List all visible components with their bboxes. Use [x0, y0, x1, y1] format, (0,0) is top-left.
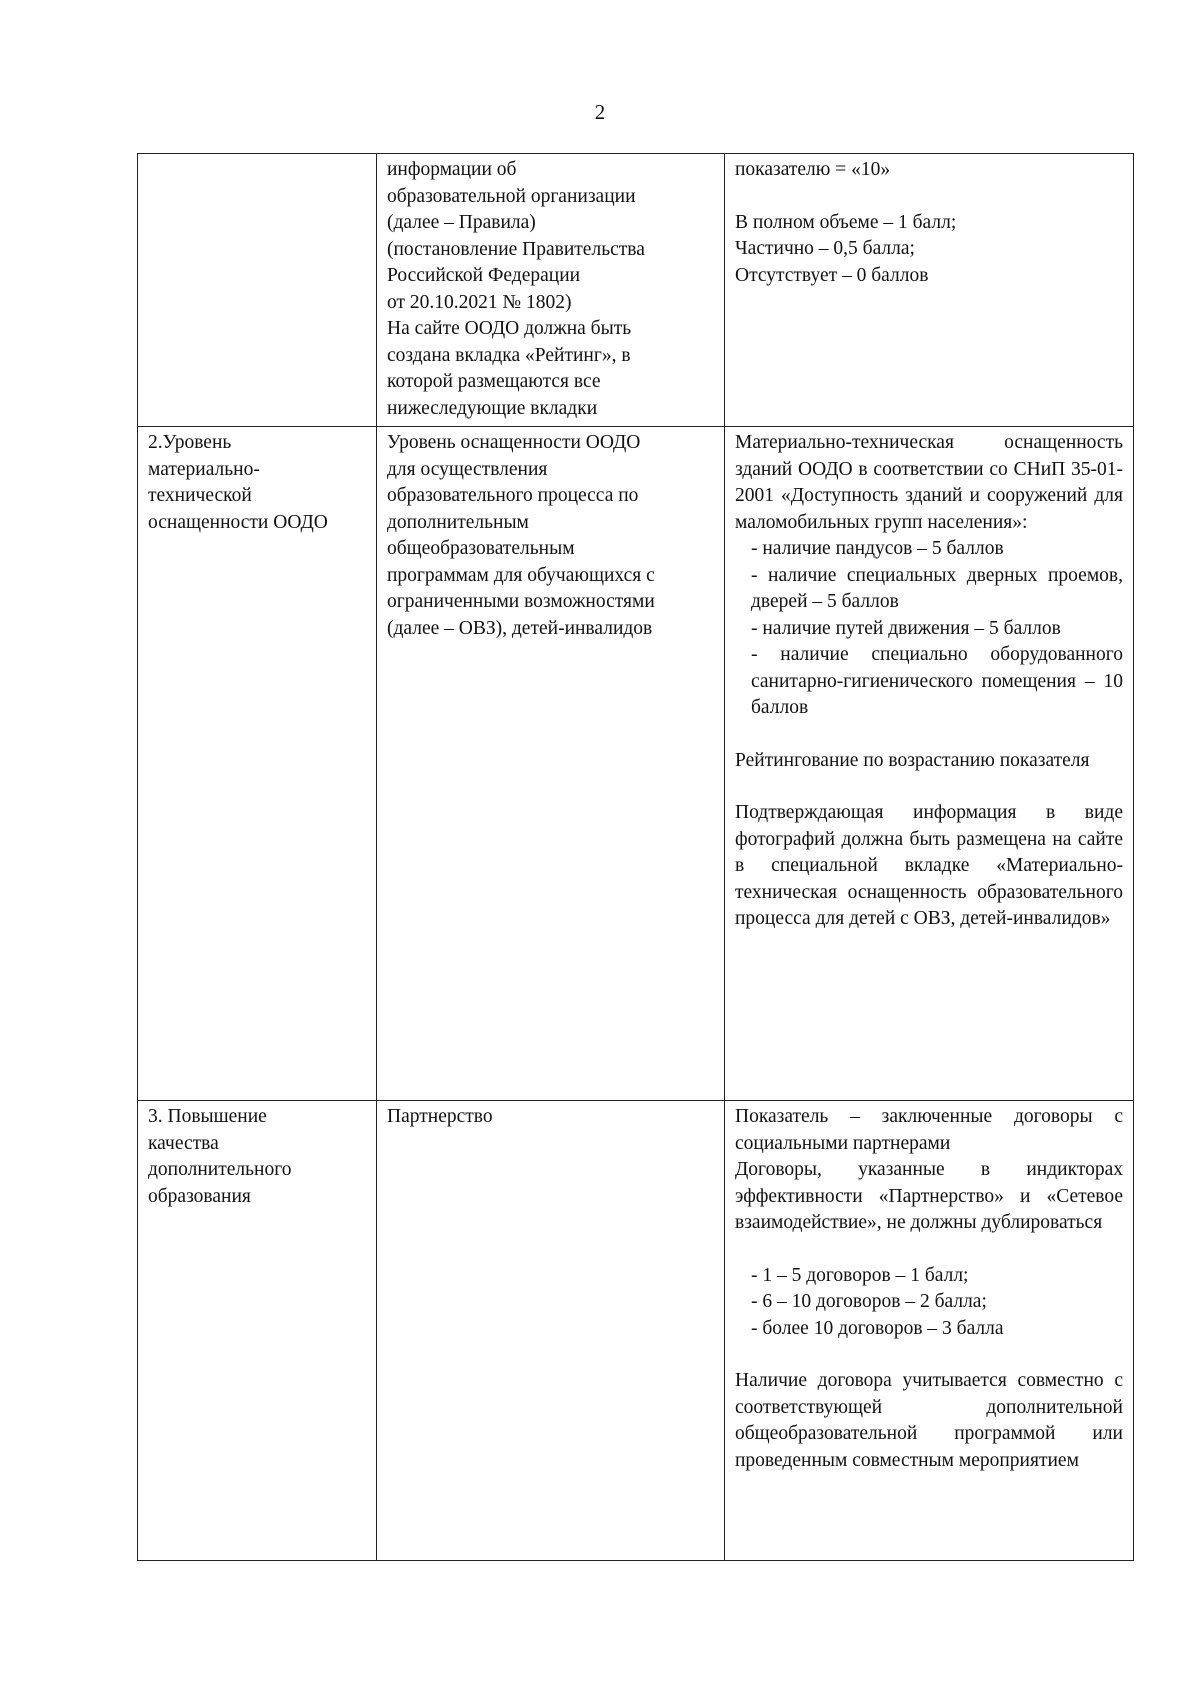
text-line: общеобразовательным [387, 538, 575, 559]
text-line: образовательного процесса по [387, 485, 639, 506]
table-row [138, 427, 1134, 1101]
text-line: Уровень оснащенности ООДО [387, 432, 641, 453]
list-item: - более 10 договоров – 3 балла [751, 1317, 1004, 1339]
criterion-cell [138, 1101, 377, 1561]
list-item: - наличие специальных дверных проемов, дверей – 5 баллов [751, 564, 1123, 612]
text-line: (далее – ОВЗ), детей-инвалидов [387, 617, 653, 639]
table-row [138, 154, 1134, 427]
text-line: 3. Повышение [148, 1106, 267, 1127]
text-line: оснащенности ООДО [148, 511, 328, 533]
indicator-cell [377, 1101, 725, 1561]
text-line: Партнерство [387, 1106, 493, 1127]
list-item: - наличие пандусов – 5 баллов [751, 538, 1004, 559]
indicator-cell [377, 154, 725, 427]
evaluation-cell [725, 427, 1134, 1101]
text-line: технической [148, 485, 252, 506]
text-line: дополнительного [148, 1159, 292, 1180]
text-line: материально- [148, 458, 260, 480]
text-line: для осуществления [387, 458, 548, 480]
text-line: от 20.10.2021 № 1802) [387, 291, 572, 313]
text-line: (постановление Правительства [387, 238, 645, 260]
text-line: Отсутствует – 0 баллов [735, 264, 929, 286]
text-line: информации об [387, 159, 517, 180]
text-line: На сайте ООДО должна быть [387, 318, 632, 339]
text-line: (далее – Правила) [387, 212, 536, 233]
indicators-table [137, 153, 1134, 1561]
list-item: - наличие путей движения – 5 баллов [751, 617, 1061, 639]
text-line: которой размещаются все [387, 371, 601, 392]
paragraph: Договоры, указанные в индикторах эффективности «Партнерство» и «Сетевое взаимодействие», не должны дублироваться [735, 1159, 1123, 1233]
page-number: 2 [594, 100, 606, 124]
criterion-cell [138, 427, 377, 1101]
indicator-cell [377, 427, 725, 1101]
text-line: показателю = «10» [735, 159, 891, 180]
text-line: качества [148, 1132, 219, 1154]
list-item: - наличие специально оборудованного санитарно-гигиенического помещения – 10 баллов [751, 644, 1123, 718]
paragraph: Материально-техническая оснащенность зданий ООДО в соответствии со СНиП 35-01-2001 «Доступность зданий и сооружений для маломобильных групп населения»: [735, 432, 1123, 533]
paragraph: Подтверждающая информация в виде фотографий должна быть размещена на сайте в специальной вкладке «Материально-техническая оснащенность образовательного процесса для детей с ОВЗ, детей-инвалидов» [735, 802, 1123, 929]
evaluation-cell [725, 154, 1134, 427]
text-line: ограниченными возможностями [387, 591, 655, 612]
table-row [138, 1101, 1134, 1561]
criterion-cell [138, 154, 377, 427]
text-line: программам для обучающихся с [387, 564, 655, 586]
list-item: - 1 – 5 договоров – 1 балл; [751, 1264, 969, 1286]
list-item: - 6 – 10 договоров – 2 балла; [751, 1291, 987, 1312]
text-line: образования [148, 1185, 251, 1207]
text-line: Российской Федерации [387, 265, 581, 286]
text-line: образовательной организации [387, 185, 636, 207]
text-line: дополнительным [387, 511, 529, 533]
text-line: В полном объеме – 1 балл; [735, 211, 957, 233]
paragraph: Показатель – заключенные договоры с социальными партнерами [735, 1106, 1123, 1154]
text-line: 2.Уровень [148, 432, 232, 453]
paragraph: Рейтингование по возрастанию показателя [735, 749, 1090, 771]
paragraph: Наличие договора учитывается совместно с соответствующей дополнительной общеобразовательной программой или проведенным совместным мероприятием [735, 1370, 1123, 1471]
text-line: создана вкладка «Рейтинг», в [387, 344, 631, 366]
text-line: нижеследующие вкладки [387, 397, 598, 419]
evaluation-cell [725, 1101, 1134, 1561]
text-line: Частично – 0,5 балла; [735, 238, 915, 259]
